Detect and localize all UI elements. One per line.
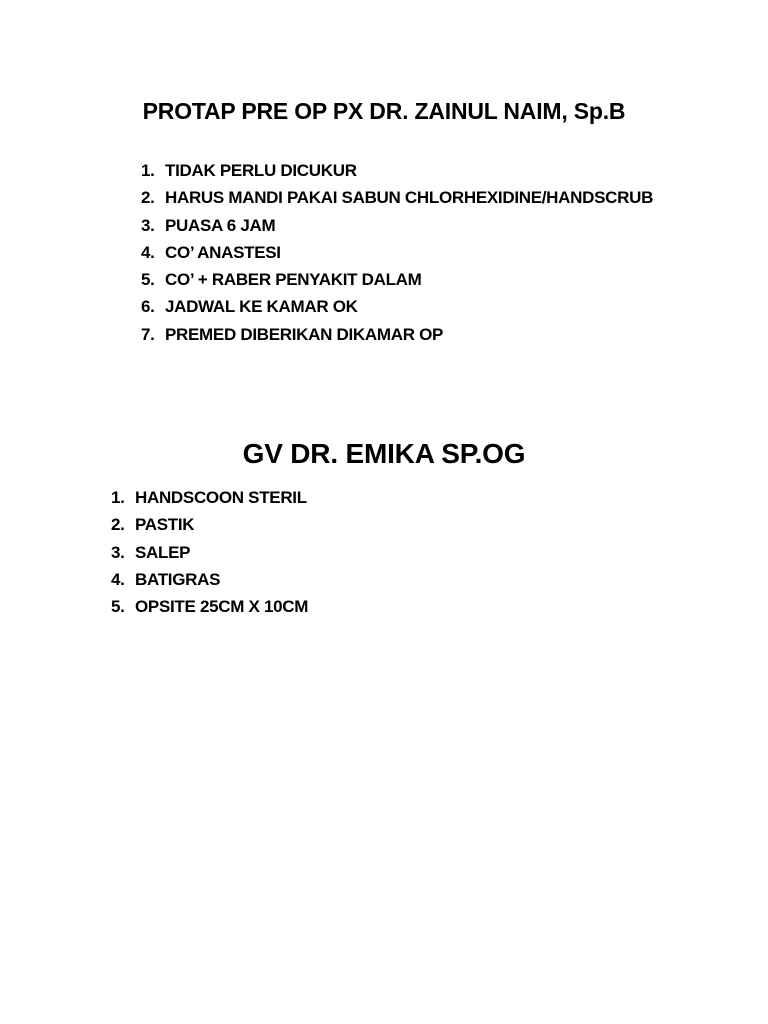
item-number: 3. — [111, 542, 125, 562]
item-text: CO’ ANASTESI — [165, 242, 281, 262]
list-item — [141, 269, 653, 296]
item-number: 4. — [141, 242, 155, 262]
item-text: PUASA 6 JAM — [165, 215, 276, 235]
item-number: 4. — [111, 569, 125, 589]
list-item — [111, 569, 308, 596]
item-number: 1. — [141, 161, 155, 180]
item-text: BATIGRAS — [135, 569, 221, 589]
item-text: OPSITE 25CM X 10CM — [135, 597, 309, 617]
list-item — [141, 187, 653, 214]
section-2-list — [111, 487, 308, 623]
item-text: HANDSCOON STERIL — [135, 488, 307, 507]
list-item — [141, 324, 653, 351]
item-text: CO’ + RABER PENYAKIT DALAM — [165, 270, 422, 290]
item-number: 7. — [141, 324, 155, 344]
item-text: HARUS MANDI PAKAI SABUN CHLORHEXIDINE/HANDSCRUB — [165, 188, 654, 208]
item-text: PASTIK — [135, 515, 195, 535]
item-text: SALEP — [135, 542, 191, 562]
list-item — [111, 487, 308, 514]
list-item — [141, 296, 653, 323]
item-number: 1. — [111, 488, 125, 507]
item-text: PREMED DIBERIKAN DIKAMAR OP — [165, 324, 444, 344]
section-1-list — [141, 160, 653, 351]
item-text: TIDAK PERLU DICUKUR — [165, 161, 357, 180]
section-1-title: PROTAP PRE OP PX DR. ZAINUL NAIM, Sp.B — [142, 98, 626, 124]
list-item — [141, 242, 653, 269]
list-item — [141, 215, 653, 242]
section-2-title: GV DR. EMIKA SP.OG — [242, 438, 526, 469]
item-number: 5. — [141, 270, 155, 290]
list-item — [141, 160, 653, 187]
list-item — [111, 596, 308, 623]
item-number: 3. — [141, 215, 155, 235]
item-text: JADWAL KE KAMAR OK — [165, 297, 358, 317]
list-item — [111, 542, 308, 569]
item-number: 2. — [141, 188, 155, 208]
item-number: 2. — [111, 515, 125, 535]
list-item — [111, 514, 308, 541]
item-number: 6. — [141, 297, 155, 317]
item-number: 5. — [111, 597, 125, 617]
